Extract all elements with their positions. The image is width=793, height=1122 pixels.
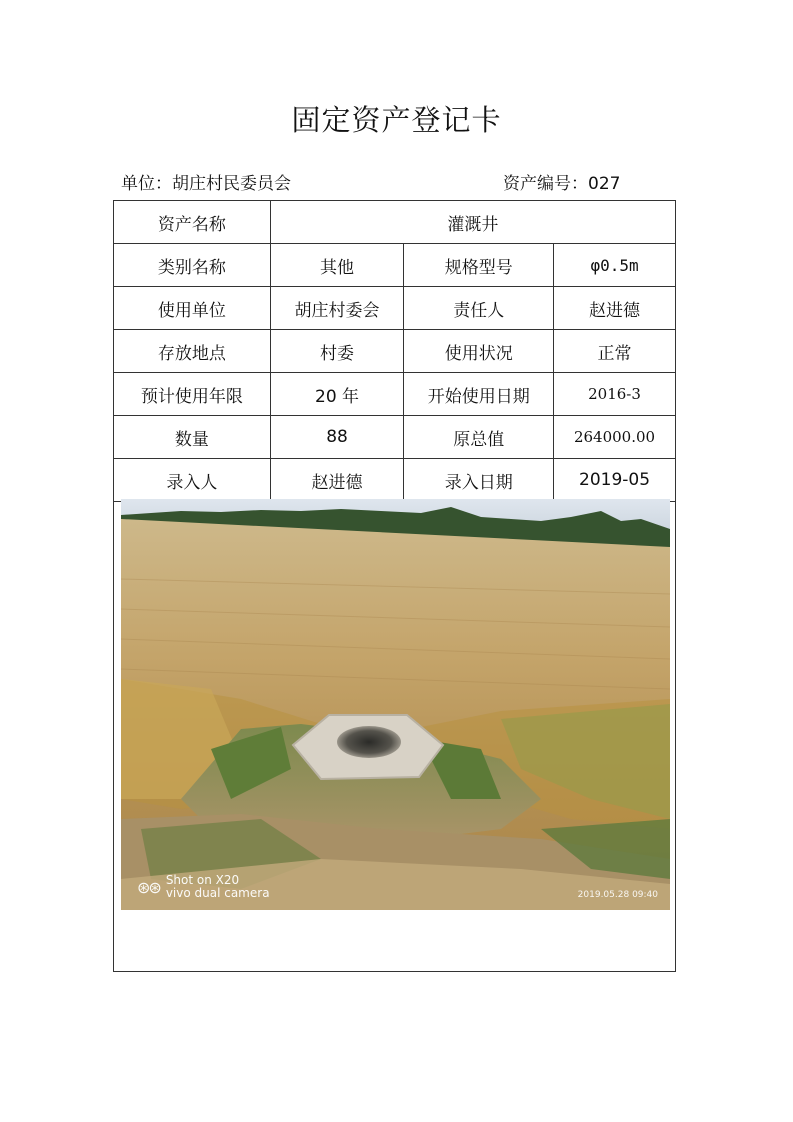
asset-name-value: 灌溉井 <box>270 201 675 244</box>
original-value-value: 264000.00 <box>554 416 676 459</box>
quantity-value: 88 <box>270 416 404 459</box>
location-value: 村委 <box>270 330 404 373</box>
user-unit-label: 使用单位 <box>114 287 271 330</box>
status-label: 使用状况 <box>404 330 554 373</box>
page-title: 固定资产登记卡 <box>291 103 502 137</box>
life-years-value: 20 年 <box>270 373 404 416</box>
category-value: 其他 <box>270 244 404 287</box>
camera-watermark <box>137 874 270 900</box>
entry-date-label: 录入日期 <box>404 459 554 502</box>
entry-date-value: 2019-05 <box>554 459 676 502</box>
camera-logo-icon: ⊛⊛ <box>137 877 160 897</box>
photo-timestamp: 2019.05.28 09:40 <box>577 890 658 900</box>
user-unit-value: 胡庄村委会 <box>270 287 404 330</box>
responsible-label: 责任人 <box>404 287 554 330</box>
table-row <box>114 373 676 416</box>
asset-table <box>113 200 676 502</box>
table-row <box>114 459 676 502</box>
asset-name-label: 资产名称 <box>114 201 271 244</box>
responsible-value: 赵进德 <box>554 287 676 330</box>
original-value-label: 原总值 <box>404 416 554 459</box>
table-row <box>114 330 676 373</box>
table-row <box>114 416 676 459</box>
table-row <box>114 201 676 244</box>
unit-label: 单位：胡庄村民委员会 <box>121 174 291 194</box>
asset-number: 资产编号：027 <box>503 174 621 194</box>
table-row <box>114 287 676 330</box>
entered-by-label: 录入人 <box>114 459 271 502</box>
watermark-line1: Shot on X20 <box>165 873 240 887</box>
asset-card <box>113 200 676 972</box>
status-value: 正常 <box>554 330 676 373</box>
location-label: 存放地点 <box>114 330 271 373</box>
table-row <box>114 244 676 287</box>
start-date-label: 开始使用日期 <box>404 373 554 416</box>
asset-photo <box>121 499 670 910</box>
life-years-label: 预计使用年限 <box>114 373 271 416</box>
entered-by-value: 赵进德 <box>270 459 404 502</box>
watermark-line2: vivo dual camera <box>165 886 270 900</box>
quantity-label: 数量 <box>114 416 271 459</box>
category-label: 类别名称 <box>114 244 271 287</box>
spec-label: 规格型号 <box>404 244 554 287</box>
spec-value: φ0.5m <box>554 244 676 287</box>
start-date-value: 2016-3 <box>554 373 676 416</box>
